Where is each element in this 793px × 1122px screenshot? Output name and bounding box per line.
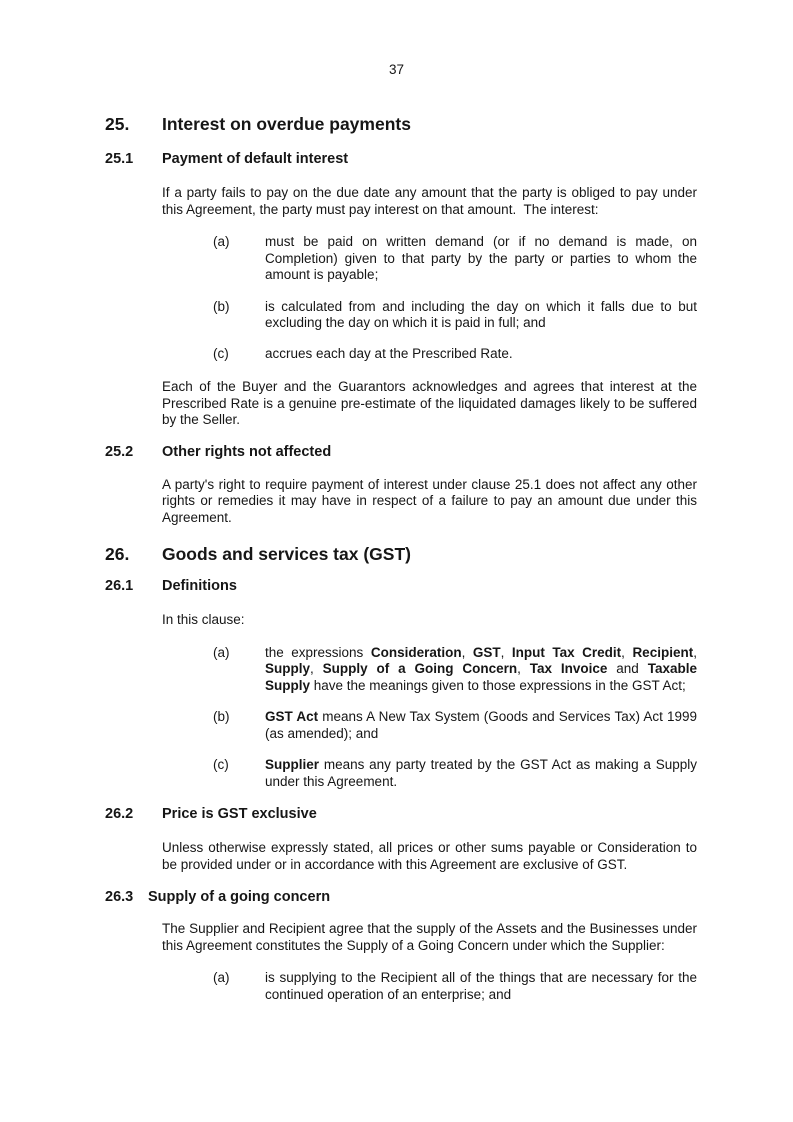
subsection-number: 25.1 <box>105 151 134 167</box>
list-item-text: is supplying to the Recipient all of the things that are necessary for the continued operation of an enterprise; and <box>265 970 697 1002</box>
list-marker: (a) <box>213 970 230 985</box>
list-marker: (a) <box>213 644 230 660</box>
list-item-text: accrues each day at the Prescribed Rate. <box>265 345 513 361</box>
defined-term: Supply of a Going Concern <box>322 661 518 676</box>
defined-term: Taxable Supply <box>265 661 697 693</box>
definition-text <box>265 757 697 789</box>
subsection-26-3-heading <box>105 889 697 906</box>
page-number: 37 <box>388 62 405 77</box>
text-segment: means A New Tax System (Goods and Services Tax) Act 1999 (as amended); and <box>265 709 697 741</box>
list-item <box>105 346 697 363</box>
text-segment: means any party treated by the GST Act as making a Supply under this Agreement. <box>265 757 697 789</box>
list-marker: (b) <box>213 298 230 314</box>
subsection-title: Other rights not affected <box>162 443 332 460</box>
list-marker: (c) <box>213 345 229 361</box>
subsection-title: Supply of a going concern <box>148 889 331 905</box>
text-segment: , <box>310 661 323 676</box>
list-marker: (c) <box>213 757 229 772</box>
list-item-text: is calculated from and including the day on which it falls due to but excluding the day on which it is paid in full; and <box>265 298 697 330</box>
section-title: Goods and services tax (GST) <box>162 544 411 564</box>
list-item <box>105 299 697 332</box>
defined-term: GST Act <box>265 709 319 724</box>
defined-term: Recipient <box>632 644 694 660</box>
text-segment: , <box>621 644 633 660</box>
definition-text <box>265 645 697 693</box>
list-item-text: must be paid on written demand (or if no demand is made, on Completion) given to that party by the party or parties to whom the amount is payable; <box>265 234 697 282</box>
subsection-25-2-heading <box>105 444 697 461</box>
definition-item <box>105 709 697 742</box>
defined-term: Tax Invoice <box>529 661 608 676</box>
subsection-25-1-heading <box>105 151 697 168</box>
text-segment: the expressions <box>265 644 371 660</box>
paragraph: In this clause: <box>162 612 245 627</box>
list-marker: (b) <box>213 709 230 724</box>
text-segment: , <box>461 644 473 660</box>
defined-term: Input Tax Credit <box>511 644 622 660</box>
text-segment: , <box>500 644 512 660</box>
paragraph: A party's right to require payment of interest under clause 25.1 does not affect any other rights or remedies it may have in respect of a failure to pay an amount due under this Agreement. <box>162 476 697 525</box>
subsection-title: Price is GST exclusive <box>162 806 317 822</box>
defined-term: Supply <box>265 661 311 676</box>
document-content <box>105 114 697 1003</box>
subsection-number: 26.3 <box>105 889 134 905</box>
paragraph: Each of the Buyer and the Guarantors acknowledges and agrees that interest at the Prescribed Rate is a genuine pre-estimate of the liquidated damages likely to be suffered by the Seller. <box>162 379 697 427</box>
subsection-26-2-heading <box>105 806 697 823</box>
section-number: 25. <box>105 114 130 134</box>
subsection-title: Payment of default interest <box>162 151 349 167</box>
list-item <box>105 234 697 284</box>
section-25-heading <box>105 114 697 134</box>
paragraph: The Supplier and Recipient agree that the supply of the Assets and the Businesses under this Agreement constitutes the Supply of a Going Concern under which the Supplier: <box>162 921 697 953</box>
section-26-heading <box>105 544 697 564</box>
defined-term: Supplier <box>265 757 320 772</box>
defined-term: Consideration <box>370 644 462 660</box>
subsection-number: 26.1 <box>105 578 134 594</box>
text-segment: , <box>693 644 697 660</box>
text-segment: , <box>517 661 530 676</box>
definition-item <box>105 645 697 695</box>
definition-text <box>265 709 697 741</box>
text-segment: and <box>607 661 648 676</box>
list-marker: (a) <box>213 234 230 249</box>
section-number: 26. <box>105 544 130 564</box>
subsection-title: Definitions <box>162 578 237 594</box>
definition-item <box>105 757 697 790</box>
section-title: Interest on overdue payments <box>162 114 411 134</box>
list-item <box>105 970 697 1003</box>
text-segment: have the meanings given to those expressions in the GST Act; <box>310 677 686 693</box>
subsection-26-1-heading <box>105 578 697 595</box>
subsection-number: 25.2 <box>105 443 134 460</box>
paragraph: Unless otherwise expressly stated, all prices or other sums payable or Consideration to be provided under or in accordance with this Agreement are exclusive of GST. <box>162 840 697 872</box>
defined-term: GST <box>472 644 501 660</box>
paragraph: If a party fails to pay on the due date any amount that the party is obliged to pay under this Agreement, the party must pay interest on that amount. The interest: <box>162 185 697 217</box>
subsection-number: 26.2 <box>105 806 134 822</box>
